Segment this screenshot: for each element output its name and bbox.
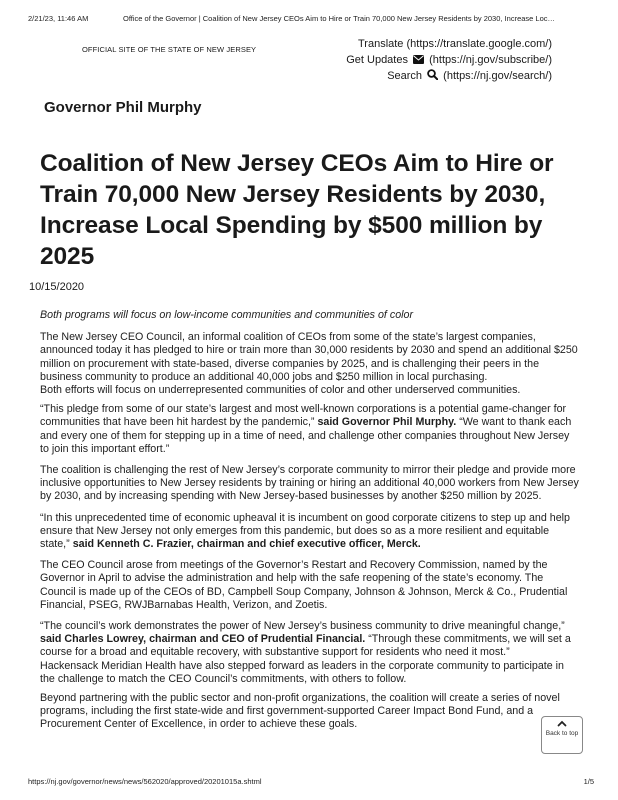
- article-date: 10/15/2020: [29, 281, 85, 293]
- paragraph-text: Hackensack Meridian Health have also stepped forward as leaders in the corporate community to participate in the challenge to match the CEO Council’s commitments, with others to follow.: [40, 659, 564, 685]
- official-site-label: OFFICIAL SITE OF THE STATE OF NEW JERSEY: [82, 45, 257, 54]
- paragraph: [40, 464, 580, 504]
- get-updates-url: (https://nj.gov/subscribe/): [429, 53, 552, 66]
- article-subhead: Both programs will focus on low-income communities and communities of color: [40, 309, 414, 321]
- article-body: [40, 309, 580, 740]
- envelope-icon: [413, 54, 424, 70]
- paragraph: [40, 331, 580, 397]
- paragraph-text: Beyond partnering with the public sector and non-profit organizations, the coalition will create a series of novel programs, including the first state-wide and first government-supported Career Impact Bond Fund, and a Procurement Center of Excellence, in order to achieve these goals.: [40, 692, 560, 731]
- translate-link[interactable]: Translate (https://translate.google.com/): [357, 38, 552, 50]
- quote-text: “Through these commitments, we will set a course for a broad and equitable recovery, with substantive support for residents who need it most.”: [40, 633, 571, 659]
- back-to-top-label: Back to top: [545, 730, 579, 737]
- print-footer-url: https://nj.gov/governor/news/news/562020/approved/20201015a.shtml: [28, 777, 262, 786]
- governor-name-link[interactable]: Governor Phil Murphy: [44, 99, 202, 116]
- utility-links: [346, 37, 552, 86]
- quote-text: “In this unprecedented time of economic upheaval it is incumbent on good corporate citizens to step up and help ensure that New Jersey not only emerges from this pandemic, but does so as a more resilient and equitable state,”: [40, 511, 570, 551]
- paragraph: [40, 512, 580, 552]
- paragraph: [40, 620, 580, 686]
- paragraph-text: The New Jersey CEO Council, an informal coalition of CEOs from some of the state’s largest companies, announced today it has pledged to hire or train more than 30,000 residents by 2030 and spend an additional $250 million on procurement with state-based, diverse companies by 2025, and is challenging their peers in the business community to produce an additional 40,000 jobs and $250 million in local purchasing.: [40, 331, 578, 383]
- print-page-title: Office of the Governor | Coalition of New Jersey CEOs Aim to Hire or Train 70,000 New Jersey Residents by 2030, Increase Loc…: [123, 14, 556, 23]
- get-updates-label: Get Updates: [346, 53, 408, 66]
- magnifier-icon: [427, 69, 438, 86]
- quote-attribution: said Kenneth C. Frazier, chairman and chief executive officer, Merck.: [72, 538, 421, 551]
- print-datetime: 2/21/23, 11:46 AM: [28, 14, 89, 23]
- paragraph: [40, 692, 580, 732]
- search-link[interactable]: [346, 69, 552, 86]
- search-label: Search: [387, 70, 423, 82]
- article-headline: Coalition of New Jersey CEOs Aim to Hire or Train 70,000 New Jersey Residents by 2030, Increase Local Spending by $500 million by 2025: [40, 150, 554, 270]
- quote-text: “We want to thank each and every one of them for stepping up in a time of need, and challenge other companies throughout New Jersey to join this important effort.”: [40, 416, 572, 455]
- quote-text: “This pledge from some of our state’s largest and most well-known corporations is a potential game-changer for communities that have been hit hardest by the pandemic,”: [40, 403, 567, 429]
- paragraph-text: The CEO Council arose from meetings of the Governor’s Restart and Recovery Commission, named by the Governor in April to advise the administration and help with the safe reopening of the state’s economy. The Council is made up of the CEOs of BD, Campbell Soup Company, Johnson & Johnson, Merck & Co., Prudential Financial, PSEG, RWJBarnabas Health, Verizon, and Zoetis.: [40, 559, 568, 611]
- back-to-top-button[interactable]: [541, 716, 583, 754]
- get-updates-link[interactable]: [346, 53, 552, 70]
- quote-attribution: said Governor Phil Murphy.: [317, 416, 457, 429]
- paragraph: [40, 403, 580, 456]
- paragraph-text: The coalition is challenging the rest of New Jersey’s corporate community to mirror their pledge and provide more inclusive opportunities to New Jersey residents by training or hiring an additional 40,000 workers from New Jersey by 2030, and by increasing spending with New Jersey-based businesses by another $250 million by 2025.: [40, 464, 579, 503]
- print-page-number: 1/5: [583, 777, 594, 786]
- quote-attribution: said Charles Lowrey, chairman and CEO of Prudential Financial.: [40, 633, 366, 646]
- paragraph-text: Both efforts will focus on underrepresented communities of color and other underserved communities.: [40, 384, 521, 397]
- paragraph: [40, 559, 580, 612]
- chevron-up-icon: [542, 720, 582, 729]
- search-url: (https://nj.gov/search/): [443, 70, 552, 82]
- quote-text: “The council’s work demonstrates the power of New Jersey’s business community to drive meaningful change,”: [40, 620, 565, 633]
